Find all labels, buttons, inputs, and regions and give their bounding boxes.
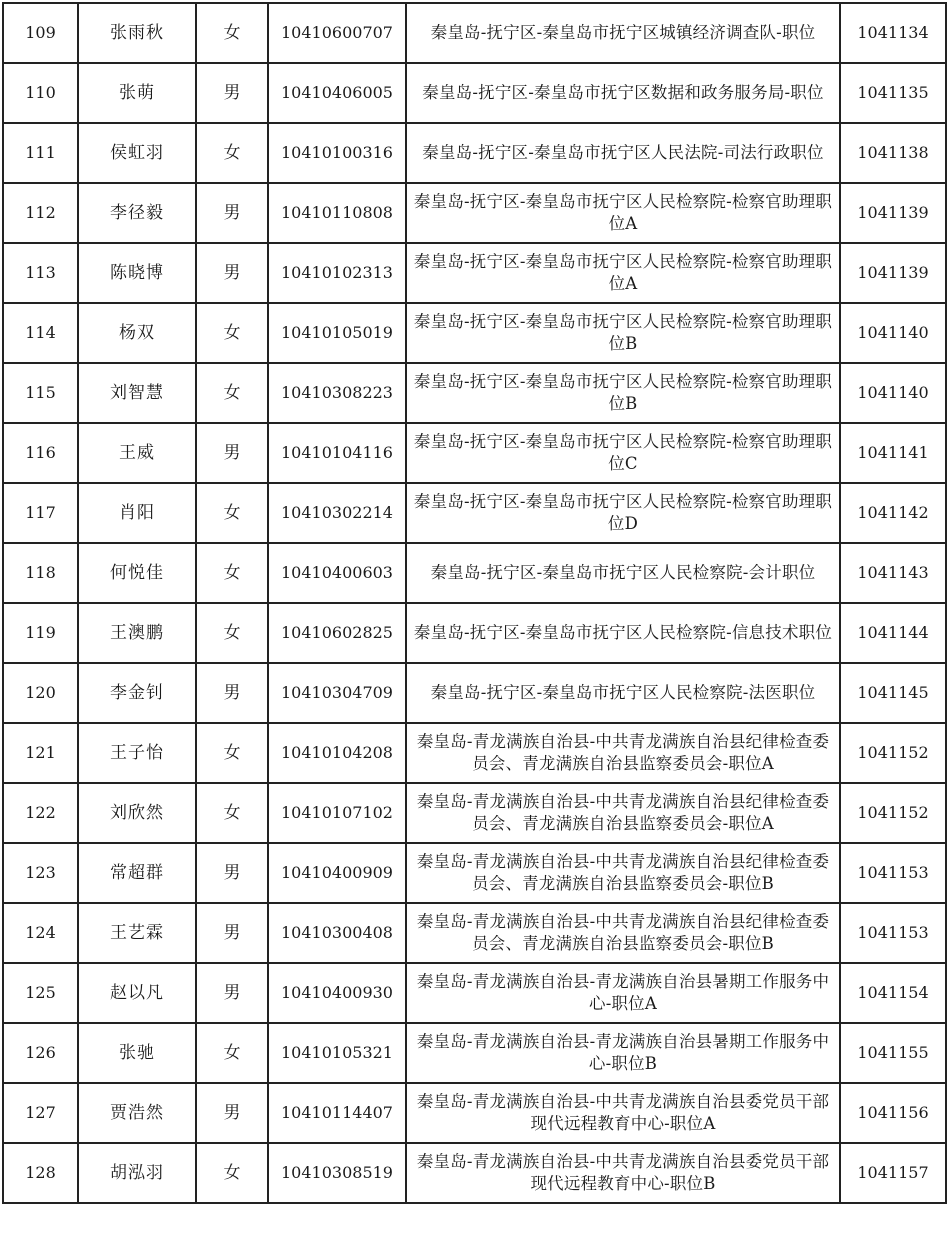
roster-body: [3, 3, 946, 1203]
position-code: 1041153: [840, 903, 946, 963]
position-code: 1041142: [840, 483, 946, 543]
position-code: 1041144: [840, 603, 946, 663]
candidate-name: 张驰: [78, 1023, 196, 1083]
exam-ticket-number: 10410300408: [268, 903, 406, 963]
candidate-gender: 女: [196, 783, 268, 843]
candidate-name: 张雨秋: [78, 3, 196, 63]
position-code: 1041154: [840, 963, 946, 1023]
position-code: 1041140: [840, 303, 946, 363]
position-code: 1041135: [840, 63, 946, 123]
table-row: [3, 663, 946, 723]
candidate-gender: 女: [196, 603, 268, 663]
candidate-name: 王威: [78, 423, 196, 483]
candidate-gender: 男: [196, 903, 268, 963]
table-row: [3, 1023, 946, 1083]
candidate-gender: 男: [196, 1083, 268, 1143]
exam-ticket-number: 10410110808: [268, 183, 406, 243]
row-number: 110: [3, 63, 78, 123]
candidate-name: 张萌: [78, 63, 196, 123]
exam-ticket-number: 10410114407: [268, 1083, 406, 1143]
row-number: 123: [3, 843, 78, 903]
exam-ticket-number: 10410104208: [268, 723, 406, 783]
row-number: 120: [3, 663, 78, 723]
candidate-gender: 男: [196, 243, 268, 303]
applied-position: 秦皇岛-抚宁区-秦皇岛市抚宁区人民检察院-检察官助理职位A: [406, 183, 840, 243]
exam-ticket-number: 10410308519: [268, 1143, 406, 1203]
position-code: 1041139: [840, 243, 946, 303]
row-number: 111: [3, 123, 78, 183]
exam-ticket-number: 10410400930: [268, 963, 406, 1023]
candidate-gender: 男: [196, 843, 268, 903]
exam-ticket-number: 10410302214: [268, 483, 406, 543]
candidate-gender: 女: [196, 1143, 268, 1203]
row-number: 115: [3, 363, 78, 423]
position-code: 1041152: [840, 783, 946, 843]
row-number: 109: [3, 3, 78, 63]
table-row: [3, 3, 946, 63]
table-row: [3, 303, 946, 363]
applied-position: 秦皇岛-抚宁区-秦皇岛市抚宁区人民检察院-检察官助理职位B: [406, 303, 840, 363]
position-code: 1041153: [840, 843, 946, 903]
candidate-name: 胡泓羽: [78, 1143, 196, 1203]
position-code: 1041152: [840, 723, 946, 783]
row-number: 127: [3, 1083, 78, 1143]
candidate-gender: 女: [196, 483, 268, 543]
exam-ticket-number: 10410406005: [268, 63, 406, 123]
row-number: 119: [3, 603, 78, 663]
candidate-gender: 男: [196, 63, 268, 123]
position-code: 1041145: [840, 663, 946, 723]
table-row: [3, 123, 946, 183]
candidate-name: 杨双: [78, 303, 196, 363]
table-row: [3, 423, 946, 483]
applied-position: 秦皇岛-抚宁区-秦皇岛市抚宁区人民检察院-法医职位: [406, 663, 840, 723]
row-number: 124: [3, 903, 78, 963]
table-row: [3, 903, 946, 963]
candidate-gender: 男: [196, 183, 268, 243]
exam-ticket-number: 10410602825: [268, 603, 406, 663]
applied-position: 秦皇岛-抚宁区-秦皇岛市抚宁区数据和政务服务局-职位: [406, 63, 840, 123]
candidate-name: 王子怡: [78, 723, 196, 783]
applied-position: 秦皇岛-抚宁区-秦皇岛市抚宁区城镇经济调查队-职位: [406, 3, 840, 63]
applied-position: 秦皇岛-抚宁区-秦皇岛市抚宁区人民检察院-检察官助理职位B: [406, 363, 840, 423]
candidate-name: 侯虹羽: [78, 123, 196, 183]
row-number: 126: [3, 1023, 78, 1083]
candidate-name: 李金钊: [78, 663, 196, 723]
candidate-name: 李径毅: [78, 183, 196, 243]
candidate-gender: 男: [196, 963, 268, 1023]
applied-position: 秦皇岛-青龙满族自治县-中共青龙满族自治县委党员干部现代远程教育中心-职位A: [406, 1083, 840, 1143]
applied-position: 秦皇岛-青龙满族自治县-中共青龙满族自治县纪律检查委员会、青龙满族自治县监察委员会-职位A: [406, 723, 840, 783]
applied-position: 秦皇岛-抚宁区-秦皇岛市抚宁区人民检察院-检察官助理职位C: [406, 423, 840, 483]
candidate-name: 赵以凡: [78, 963, 196, 1023]
exam-ticket-number: 10410100316: [268, 123, 406, 183]
exam-ticket-number: 10410600707: [268, 3, 406, 63]
candidate-name: 贾浩然: [78, 1083, 196, 1143]
position-code: 1041140: [840, 363, 946, 423]
table-row: [3, 363, 946, 423]
exam-ticket-number: 10410400603: [268, 543, 406, 603]
position-code: 1041141: [840, 423, 946, 483]
exam-ticket-number: 10410107102: [268, 783, 406, 843]
candidate-gender: 女: [196, 303, 268, 363]
position-code: 1041134: [840, 3, 946, 63]
table-row: [3, 1143, 946, 1203]
table-row: [3, 543, 946, 603]
applied-position: 秦皇岛-抚宁区-秦皇岛市抚宁区人民检察院-检察官助理职位D: [406, 483, 840, 543]
candidate-name: 王艺霖: [78, 903, 196, 963]
exam-ticket-number: 10410105321: [268, 1023, 406, 1083]
applied-position: 秦皇岛-青龙满族自治县-中共青龙满族自治县纪律检查委员会、青龙满族自治县监察委员会-职位A: [406, 783, 840, 843]
row-number: 125: [3, 963, 78, 1023]
candidate-name: 刘欣然: [78, 783, 196, 843]
candidate-gender: 女: [196, 123, 268, 183]
table-row: [3, 963, 946, 1023]
position-code: 1041156: [840, 1083, 946, 1143]
candidate-name: 常超群: [78, 843, 196, 903]
candidate-name: 何悦佳: [78, 543, 196, 603]
candidate-gender: 女: [196, 1023, 268, 1083]
row-number: 114: [3, 303, 78, 363]
applied-position: 秦皇岛-青龙满族自治县-青龙满族自治县暑期工作服务中心-职位B: [406, 1023, 840, 1083]
row-number: 117: [3, 483, 78, 543]
row-number: 113: [3, 243, 78, 303]
table-row: [3, 183, 946, 243]
candidate-name: 肖阳: [78, 483, 196, 543]
candidate-gender: 女: [196, 723, 268, 783]
table-row: [3, 243, 946, 303]
candidate-gender: 女: [196, 3, 268, 63]
applied-position: 秦皇岛-青龙满族自治县-中共青龙满族自治县纪律检查委员会、青龙满族自治县监察委员会-职位B: [406, 843, 840, 903]
candidate-gender: 女: [196, 363, 268, 423]
row-number: 112: [3, 183, 78, 243]
table-row: [3, 723, 946, 783]
table-row: [3, 783, 946, 843]
position-code: 1041155: [840, 1023, 946, 1083]
row-number: 122: [3, 783, 78, 843]
position-code: 1041139: [840, 183, 946, 243]
applied-position: 秦皇岛-抚宁区-秦皇岛市抚宁区人民检察院-信息技术职位: [406, 603, 840, 663]
exam-ticket-number: 10410105019: [268, 303, 406, 363]
position-code: 1041157: [840, 1143, 946, 1203]
table-row: [3, 603, 946, 663]
applied-position: 秦皇岛-抚宁区-秦皇岛市抚宁区人民检察院-检察官助理职位A: [406, 243, 840, 303]
row-number: 116: [3, 423, 78, 483]
exam-ticket-number: 10410102313: [268, 243, 406, 303]
exam-ticket-number: 10410308223: [268, 363, 406, 423]
candidate-roster-table: [2, 2, 947, 1204]
position-code: 1041143: [840, 543, 946, 603]
candidate-gender: 女: [196, 543, 268, 603]
table-row: [3, 63, 946, 123]
applied-position: 秦皇岛-抚宁区-秦皇岛市抚宁区人民法院-司法行政职位: [406, 123, 840, 183]
position-code: 1041138: [840, 123, 946, 183]
candidate-name: 陈晓博: [78, 243, 196, 303]
candidate-gender: 男: [196, 423, 268, 483]
candidate-name: 刘智慧: [78, 363, 196, 423]
row-number: 121: [3, 723, 78, 783]
exam-ticket-number: 10410104116: [268, 423, 406, 483]
applied-position: 秦皇岛-抚宁区-秦皇岛市抚宁区人民检察院-会计职位: [406, 543, 840, 603]
row-number: 118: [3, 543, 78, 603]
exam-ticket-number: 10410304709: [268, 663, 406, 723]
table-row: [3, 483, 946, 543]
candidate-name: 王澳鹏: [78, 603, 196, 663]
applied-position: 秦皇岛-青龙满族自治县-青龙满族自治县暑期工作服务中心-职位A: [406, 963, 840, 1023]
table-row: [3, 843, 946, 903]
exam-ticket-number: 10410400909: [268, 843, 406, 903]
candidate-gender: 男: [196, 663, 268, 723]
row-number: 128: [3, 1143, 78, 1203]
applied-position: 秦皇岛-青龙满族自治县-中共青龙满族自治县委党员干部现代远程教育中心-职位B: [406, 1143, 840, 1203]
table-row: [3, 1083, 946, 1143]
applied-position: 秦皇岛-青龙满族自治县-中共青龙满族自治县纪律检查委员会、青龙满族自治县监察委员会-职位B: [406, 903, 840, 963]
